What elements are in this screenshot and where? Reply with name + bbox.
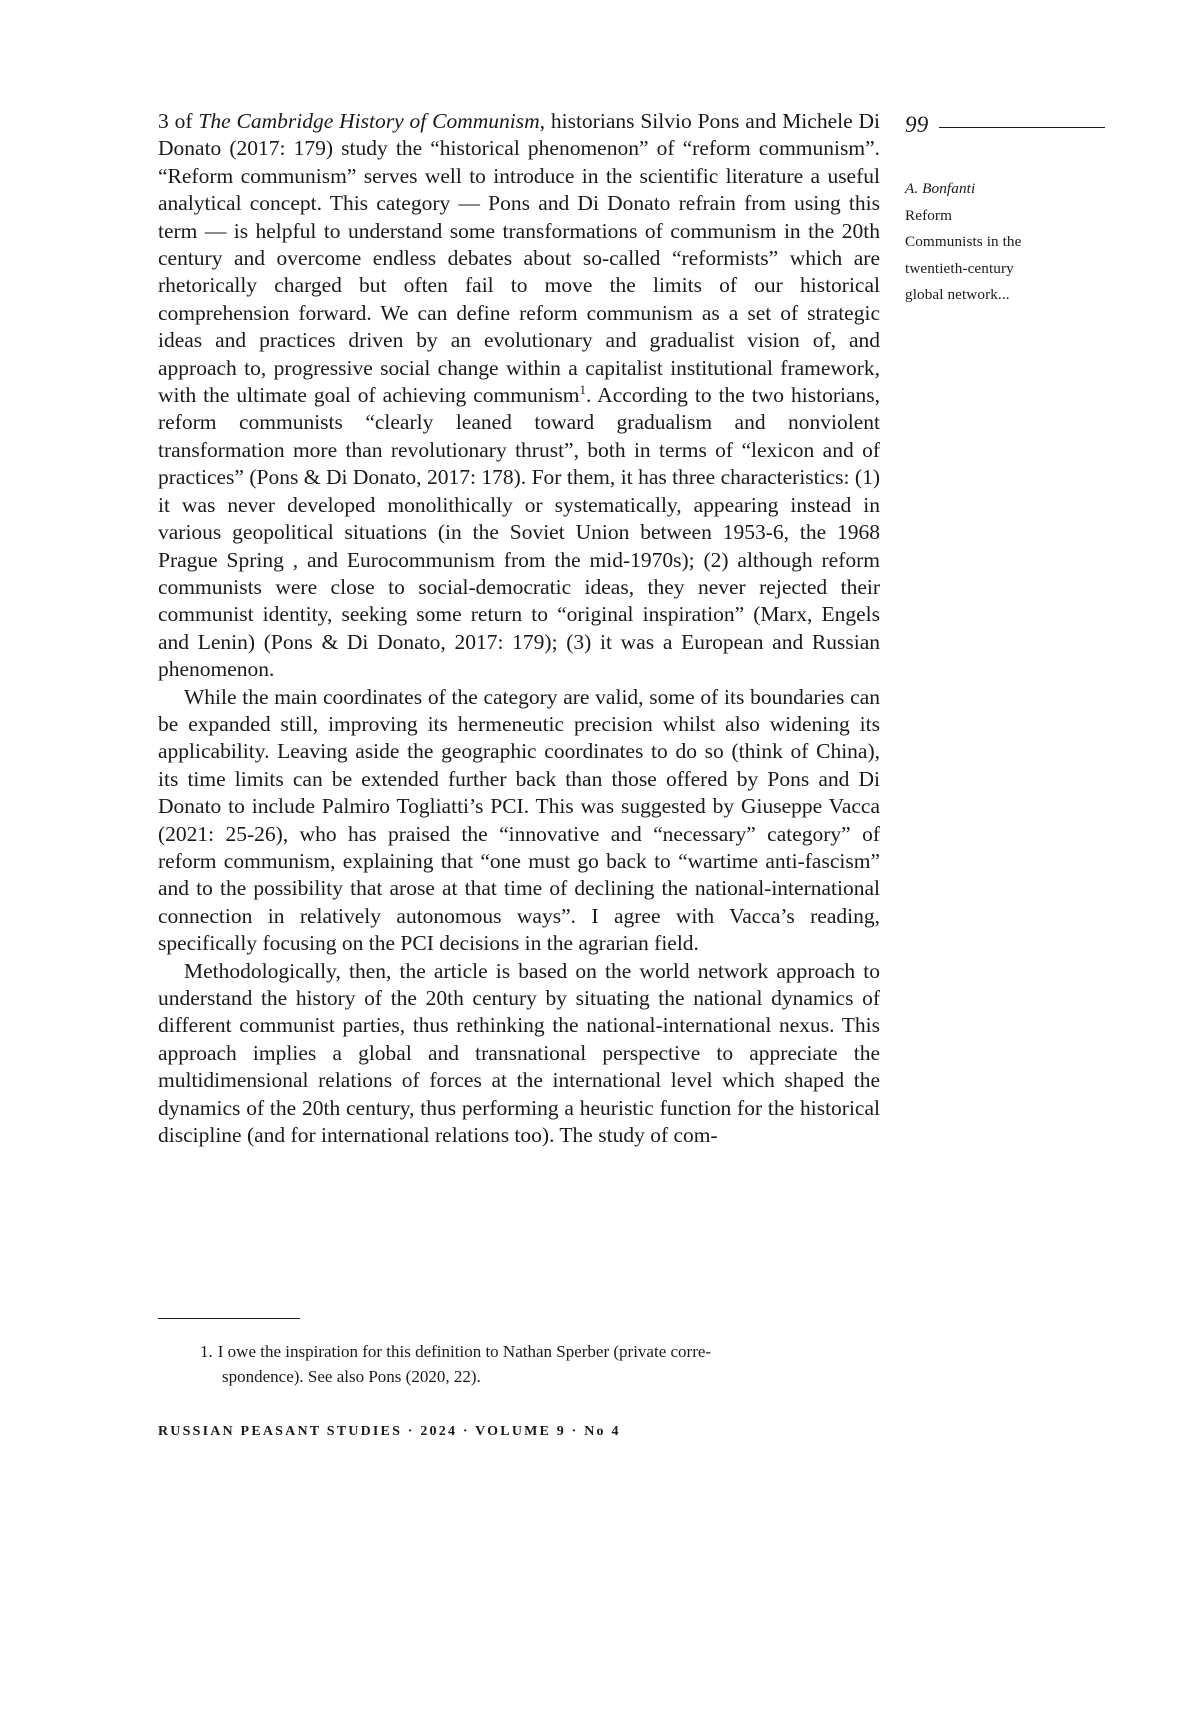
footnote-separator-rule (158, 1318, 300, 1319)
paragraph-2: While the main coordinates of the category are valid, some of its boundaries can be expanded still, improving its hermeneutic precision whilst also widening its applicability. Leaving aside the geographic coordinates to do so (think of China), its time limits can be extended further back than those offered by Pons and Di Donato to include Palmiro Togliatti’s PCI. This was suggested by Giuseppe Vacca (2021: 25-26), who has praised the “innovative and “necessary” category” of reform communism, explaining that “one must go back to “wartime anti-fascism” and to the possibility that arose at that time of declining the national-international connection in relatively autonomous ways”. I agree with Vacca’s reading, specifically focusing on the PCI decisions in the agrarian field. (158, 684, 880, 956)
running-head-title-line-4: global network... (905, 286, 1010, 303)
footnote-marker-1[interactable]: 1 (579, 381, 587, 397)
paragraph-3: Methodologically, then, the article is based on the world network approach to understand the history of the 20th century by situating the national dynamics of different communist parties, thus rethinking the national-international nexus. This approach implies a global and transnational perspective to appreciate the multidimensional relations of forces at the international level which shaped the dynamics of the 20th century, thus performing a heuristic function for the historical discipline (and for international relations too). The study of com- (158, 958, 880, 1148)
folio-rule (939, 127, 1105, 128)
footnote-number: 1. (200, 1342, 213, 1361)
footnote-line-2: spondence). See also Pons (2020, 22). (222, 1367, 481, 1386)
paragraph-1 (158, 108, 880, 684)
footnote-zone (158, 1318, 880, 1389)
folio-row (905, 112, 1105, 138)
running-head-block (905, 112, 1105, 309)
running-head-author: A. Bonfanti (905, 180, 976, 197)
page-footer: RUSSIAN PEASANT STUDIES · 2024 · VOLUME 9 · No 4 (158, 1424, 621, 1439)
paragraph-1-prefix: 3 of (158, 109, 199, 133)
running-head-title-line-2: Communists in the (905, 233, 1022, 250)
body-text-column (158, 108, 880, 1149)
running-head-title-line-3: twentieth-century (905, 259, 1014, 277)
footnote-1 (158, 1339, 880, 1389)
book-title-italic: The Cambridge History of Communism (198, 109, 540, 133)
footnote-line-1: I owe the inspiration for this definition to Nathan Sperber (private corre- (217, 1342, 712, 1361)
paragraph-1-part-a: , historians Silvio Pons and Michele Di Donato (2017: 179) study the “historical phenomenon” of “reform communism”. “Reform communism” serves well to introduce in the scientific literature a useful analytical concept. This category — Pons and Di Donato refrain from using this term — is helpful to understand some transformations of communism in the 20th century and overcome endless debates about so-called “reformists” which are rhetorically charged but often fail to move the limits of our historical comprehension forward. We can define reform communism as a set of strategic ideas and practices driven by an evolutionary and gradualist vision of, and approach to, progressive social change within a capitalist institutional framework, with the ultimate goal of achieving communism (158, 109, 881, 408)
running-head-meta (905, 176, 1105, 309)
page-number: 99 (905, 112, 929, 137)
paragraph-1-part-b: . According to the two historians, reform communists “clearly leaned toward gradualism and nonviolent transformation more than revolutionary thrust”, both in terms of “lexicon and of practices” (Pons & Di Donato, 2017: 178). For them, it has three characteristics: (1) it was never developed monolithically or systematically, appearing instead in various geopolitical situations (in the Soviet Union between 1953-6, the 1968 Prague Spring , and Eurocommunism from the mid-1970s); (2) although reform communists were close to social-democratic ideas, they never rejected their communist identity, seeking some return to “original inspiration” (Marx, Engels and Lenin) (Pons & Di Donato, 2017: 179); (3) it was a European and Russian phenomenon. (158, 383, 881, 682)
running-head-title-line-1: Reform (905, 206, 952, 224)
